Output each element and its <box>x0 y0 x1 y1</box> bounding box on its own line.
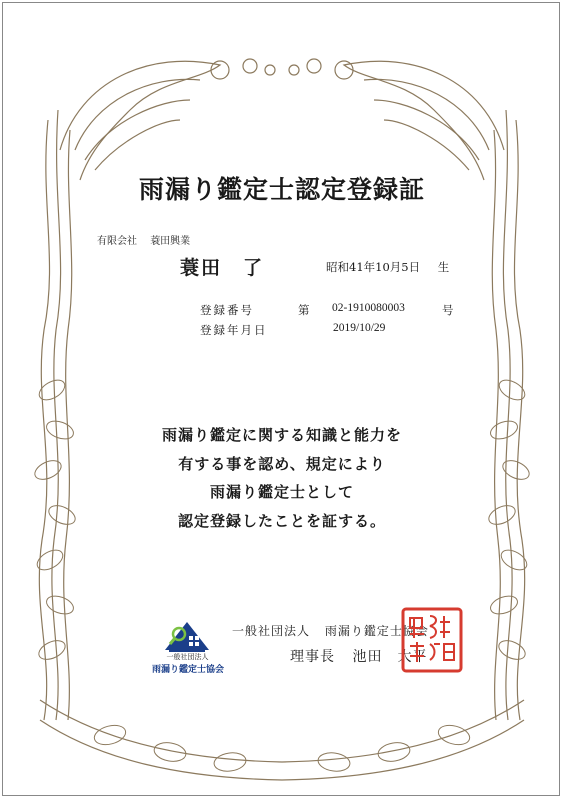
birth-suffix: 生 <box>437 260 450 274</box>
right-vine <box>514 120 524 720</box>
left-phoenix <box>60 61 220 180</box>
reg-no-value: 02-1910080003 <box>332 302 405 314</box>
left-vine <box>39 120 49 720</box>
official-seal <box>400 606 464 674</box>
reg-no-suffix: 号 <box>442 303 454 317</box>
logo-subtitle: 一般社団法人 <box>166 653 209 661</box>
company-line <box>97 232 200 247</box>
company-type: 有限会社 <box>97 236 137 247</box>
body-line: 雨漏り鑑定士として <box>209 483 354 501</box>
registration-date-row <box>200 322 460 338</box>
reg-date-value: 2019/10/29 <box>333 322 386 334</box>
body-line: 認定登録したことを証する。 <box>177 511 386 530</box>
chair-name: 池田 大平 <box>352 649 428 665</box>
reg-no-prefix: 第 <box>298 303 310 317</box>
holder-name: 蓑田 了 <box>180 257 265 279</box>
org-name: 雨漏り鑑定士協会 <box>324 624 429 638</box>
org-type: 一般社団法人 <box>232 624 311 638</box>
body-line: 雨漏り鑑定に関する知識と能力を <box>161 426 402 444</box>
certificate-body <box>0 421 564 535</box>
reg-date-label: 登録年月日 <box>200 323 268 337</box>
registration-number-row <box>200 302 460 318</box>
reg-no-label: 登録番号 <box>200 303 254 317</box>
birth-date: 昭和41年10月5日 <box>326 260 421 274</box>
chair-title: 理事長 <box>290 649 335 665</box>
certificate-title: 雨漏り鑑定士認定登録証 <box>138 175 425 204</box>
logo-name: 雨漏り鑑定士協会 <box>151 665 224 675</box>
right-phoenix <box>344 61 504 180</box>
body-line: 有する事を認め、規定により <box>178 454 386 473</box>
birth-line <box>326 259 449 275</box>
bottom-leaves <box>40 700 524 762</box>
company-name: 蓑田興業 <box>150 236 191 247</box>
